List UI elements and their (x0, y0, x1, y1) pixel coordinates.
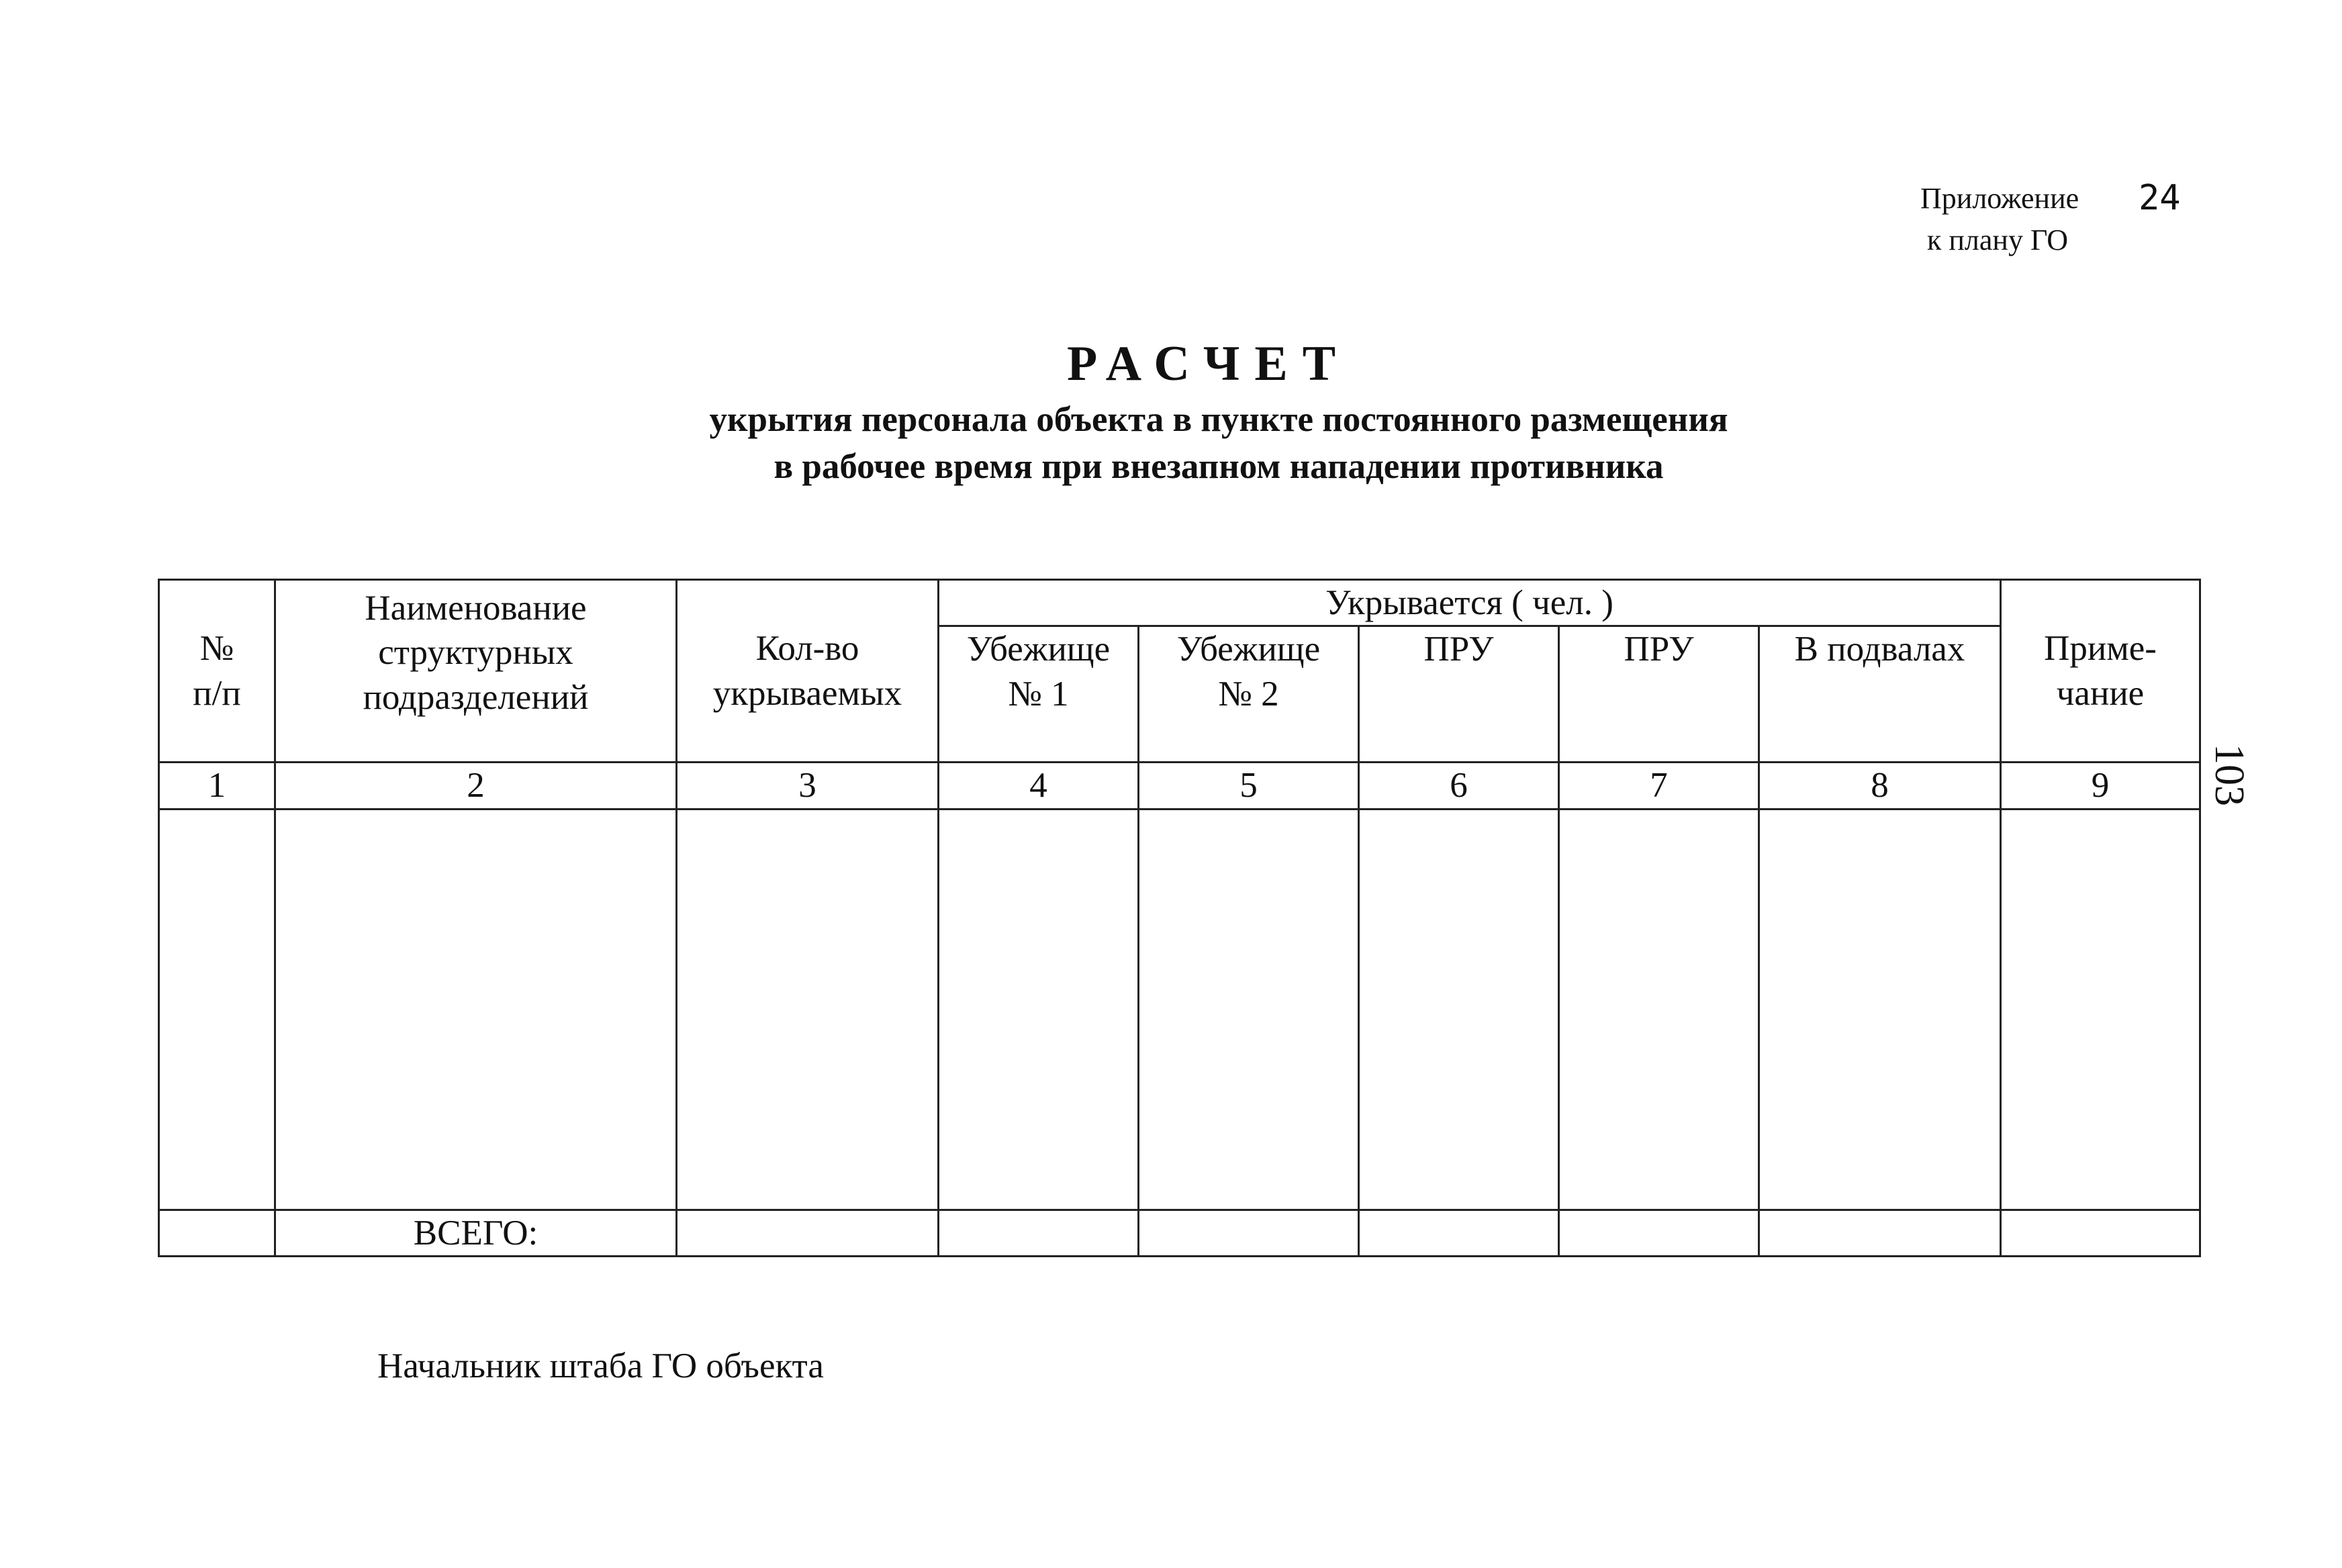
table-cell[interactable] (1559, 1210, 1759, 1256)
header-num-line-2: п/п (193, 673, 241, 713)
header-name-line-2: структурных (378, 633, 573, 673)
appendix-number: 24 (2139, 178, 2181, 218)
table-cell[interactable] (1759, 1210, 2001, 1256)
column-number: 1 (159, 763, 275, 809)
table-cell[interactable] (159, 1210, 275, 1256)
table-cell[interactable] (1359, 1210, 1559, 1256)
table-cell[interactable] (1759, 809, 2001, 1210)
header-group-sheltered: Укрывается ( чел. ) (939, 580, 2001, 626)
header-name-line-1: Наименование (365, 589, 587, 628)
header-pru-2: ПРУ (1559, 626, 1759, 763)
page-number: 103 (2206, 744, 2252, 806)
column-number-row (159, 763, 2200, 809)
table-body-row (159, 809, 2200, 1210)
header-shelter-1 (939, 626, 1139, 763)
appendix-subtitle: к плану ГО (1927, 224, 2069, 256)
column-number: 8 (1759, 763, 2001, 809)
header-note (2001, 580, 2200, 763)
table-cell[interactable] (1139, 1210, 1359, 1256)
header-shelter-2-line-2: № 2 (1218, 674, 1279, 714)
header-count-line-2: укрываемых (712, 673, 902, 713)
table-cell[interactable] (1139, 809, 1359, 1210)
table-cell[interactable] (1559, 809, 1759, 1210)
header-name (275, 580, 677, 763)
table-cell[interactable] (677, 1210, 939, 1256)
title-text: РАСЧЕТ (1066, 336, 1351, 391)
header-num-line-1: № (199, 629, 234, 669)
header-pru-1: ПРУ (1359, 626, 1559, 763)
table-cell[interactable] (677, 809, 939, 1210)
subtitle-line-2: в рабочее время при внезапном нападении противника (774, 447, 1664, 486)
header-shelter-2 (1139, 626, 1359, 763)
column-number: 3 (677, 763, 939, 809)
table-cell[interactable] (275, 809, 677, 1210)
shelter-calculation-table (158, 579, 2201, 1257)
total-row (159, 1210, 2200, 1256)
column-number: 2 (275, 763, 677, 809)
column-number: 4 (939, 763, 1139, 809)
column-number: 6 (1359, 763, 1559, 809)
header-note-line-2: чание (2056, 673, 2145, 713)
table-cell[interactable] (939, 1210, 1139, 1256)
table-cell[interactable] (939, 809, 1139, 1210)
header-count (677, 580, 939, 763)
total-label: ВСЕГО: (275, 1210, 677, 1256)
header-shelter-2-line-1: Убежище (1176, 630, 1321, 669)
header-shelter-1-line-1: Убежище (966, 630, 1111, 669)
header-shelter-1-line-2: № 1 (1008, 674, 1069, 714)
signature-line: Начальник штаба ГО объекта (377, 1346, 824, 1385)
column-number: 5 (1139, 763, 1359, 809)
table-cell[interactable] (2001, 809, 2200, 1210)
column-number: 9 (2001, 763, 2200, 809)
header-basements: В подвалах (1759, 626, 2001, 763)
subtitle-line-1: укрытия персонала объекта в пункте постоянного размещения (709, 400, 1728, 439)
header-num (159, 580, 275, 763)
table-cell[interactable] (1359, 809, 1559, 1210)
column-number: 7 (1559, 763, 1759, 809)
header-name-line-3: подразделений (363, 677, 589, 717)
appendix-label: Приложение (1920, 182, 2079, 215)
header-note-line-1: Приме- (2044, 629, 2157, 669)
table-cell[interactable] (2001, 1210, 2200, 1256)
table-cell[interactable] (159, 809, 275, 1210)
document-title (0, 336, 2342, 393)
table-header-row (159, 580, 2200, 626)
header-count-line-1: Кол-во (755, 629, 859, 669)
